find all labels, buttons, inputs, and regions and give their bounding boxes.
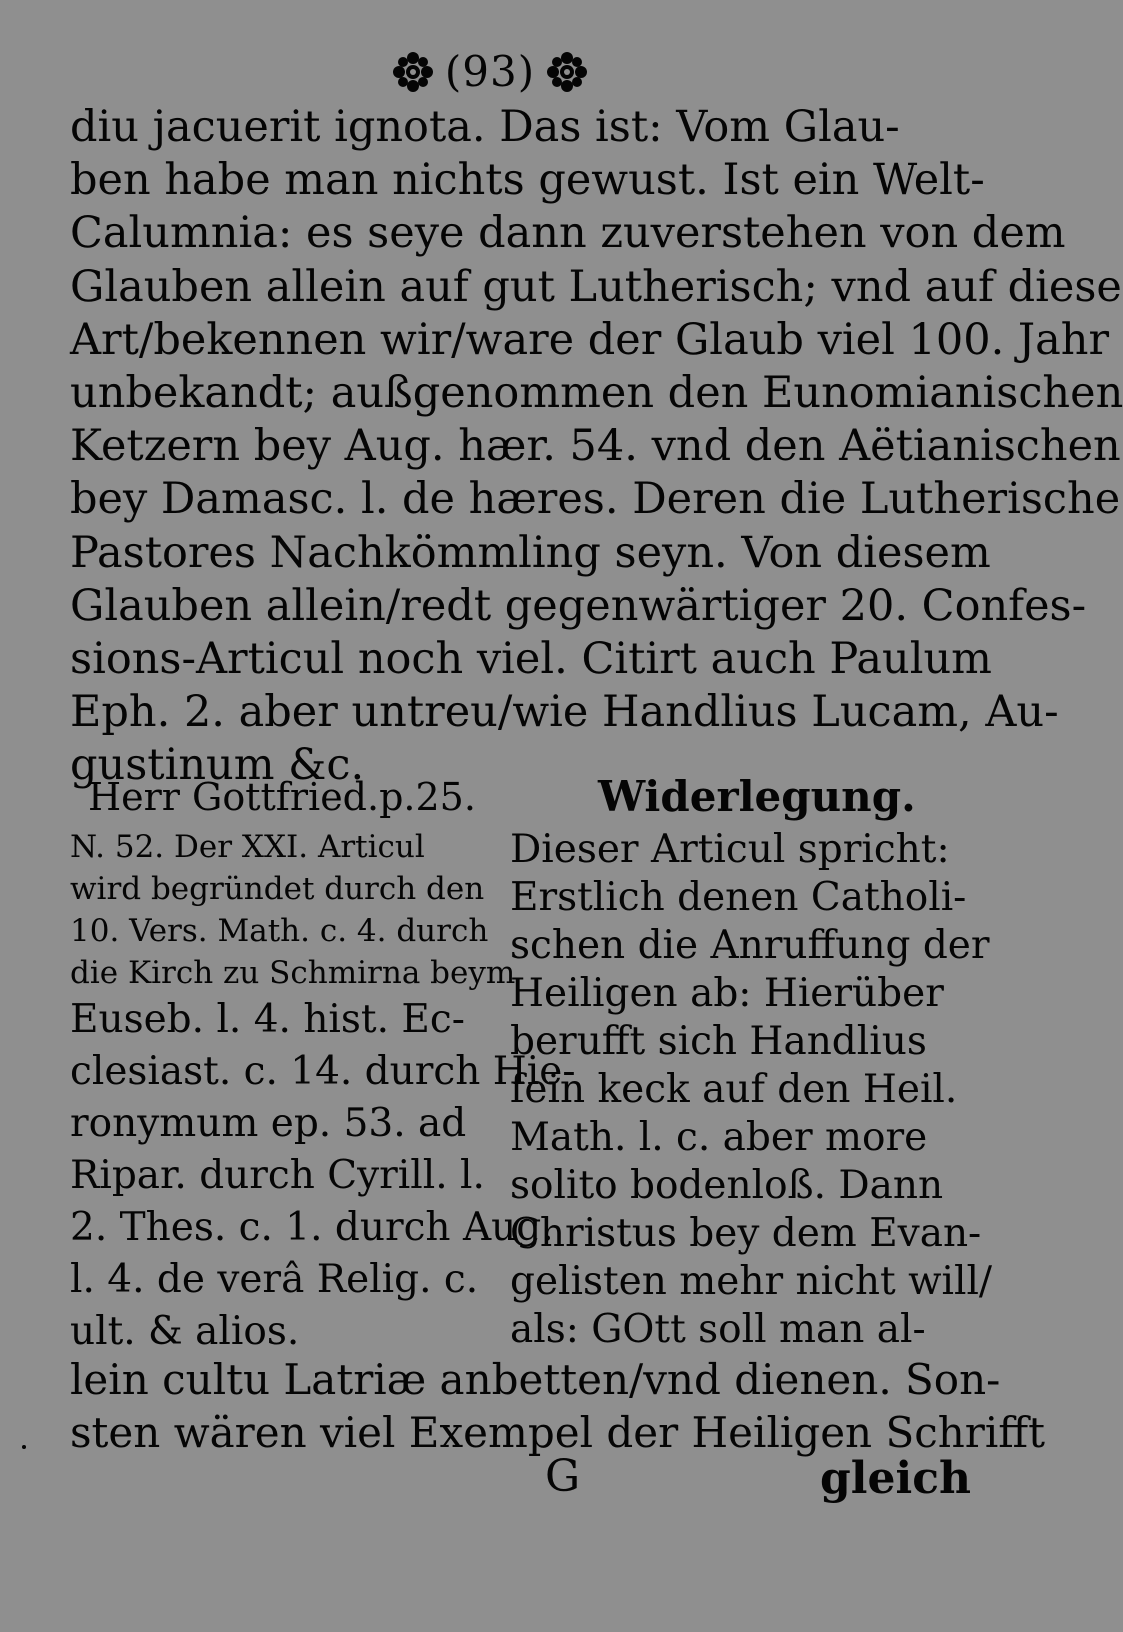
bottom-paragraph <box>70 1353 1046 1459</box>
text-line: clesiast. c. 14. durch Hie- <box>70 1049 576 1094</box>
text-line: Dieser Articul spricht: <box>510 827 950 872</box>
right-column <box>510 768 993 1354</box>
text-line: fein keck auf den Heil. <box>510 1067 958 1112</box>
page-header <box>360 42 620 102</box>
text-line: schen die Anruffung der <box>510 923 990 968</box>
catchword: gleich <box>820 1453 971 1504</box>
text-line: Math. l. c. aber more <box>510 1115 928 1160</box>
text-line: Ripar. durch Cyrill. l. <box>70 1153 485 1198</box>
text-line: 2. Thes. c. 1. durch Aug. <box>70 1205 554 1250</box>
text-line: Glauben allein auf gut Lutherisch; vnd auf diese <box>70 261 1122 312</box>
text-line: diu jacuerit ignota. Das ist: Vom Glau- <box>70 102 900 152</box>
right-column-heading: Widerlegung. <box>598 772 916 821</box>
text-line: Pastores Nachkömmling seyn. Von diesem <box>70 527 991 578</box>
text-line: Art/bekennen wir/ware der Glaub viel 100. Jahr <box>70 314 1110 365</box>
text-line: wird begründet durch den <box>70 871 485 907</box>
text-line: Eph. 2. aber untreu/wie Handlius Lucam, Au- <box>70 687 1059 738</box>
text-line: sions-Articul noch viel. Citirt auch Paulum <box>70 633 992 684</box>
signature-mark: G <box>545 1451 581 1502</box>
text-line: lein cultu Latriæ anbetten/vnd dienen. Son- <box>70 1355 1001 1404</box>
text-line: Euseb. l. 4. hist. Ec- <box>70 997 465 1042</box>
text-line: unbekandt; außgenommen den Eunomianischen <box>70 367 1123 418</box>
print-speck <box>22 1445 26 1449</box>
main-paragraph <box>70 101 1123 792</box>
page-footer <box>0 1451 1000 1515</box>
text-line: berufft sich Handlius <box>510 1019 927 1064</box>
text-line: l. 4. de verâ Relig. c. <box>70 1257 479 1302</box>
text-line: bey Damasc. l. de hæres. Deren die Lutherische <box>70 474 1121 525</box>
text-line: gustinum &c. <box>70 740 365 791</box>
text-line: als: GOtt soll man al- <box>510 1307 926 1352</box>
flower-ornament-icon <box>391 50 435 94</box>
text-line: Calumnia: es seye dann zuverstehen von dem <box>70 208 1066 259</box>
text-line: Ketzern bey Aug. hær. 54. vnd den Aëtianischen <box>70 421 1121 472</box>
text-line: solito bodenloß. Dann <box>510 1163 944 1208</box>
text-line: ronymum ep. 53. ad <box>70 1101 467 1146</box>
flower-ornament-icon <box>545 50 589 94</box>
text-line: Christus bey dem Evan- <box>510 1211 982 1256</box>
text-line: die Kirch zu Schmirna beym <box>70 955 516 991</box>
text-line: Erstlich denen Catholi- <box>510 875 967 920</box>
text-line: ben habe man nichts gewust. Ist ein Welt- <box>70 155 985 206</box>
two-column-section <box>70 768 993 1354</box>
left-column <box>70 768 576 1358</box>
text-line: gelisten mehr nicht will/ <box>510 1259 993 1304</box>
text-line: Glauben allein/redt gegenwärtiger 20. Confes- <box>70 580 1087 631</box>
text-line: sten wären viel Exempel der Heiligen Schrifft <box>70 1408 1046 1457</box>
left-column-heading: Herr Gottfried.p.25. <box>88 775 476 819</box>
text-line: ult. & alios. <box>70 1309 300 1354</box>
text-line: 10. Vers. Math. c. 4. durch <box>70 913 489 949</box>
text-line: Heiligen ab: Hierüber <box>510 971 944 1016</box>
page-number: (93) <box>444 47 536 96</box>
text-line: N. 52. Der XXI. Articul <box>70 829 425 865</box>
